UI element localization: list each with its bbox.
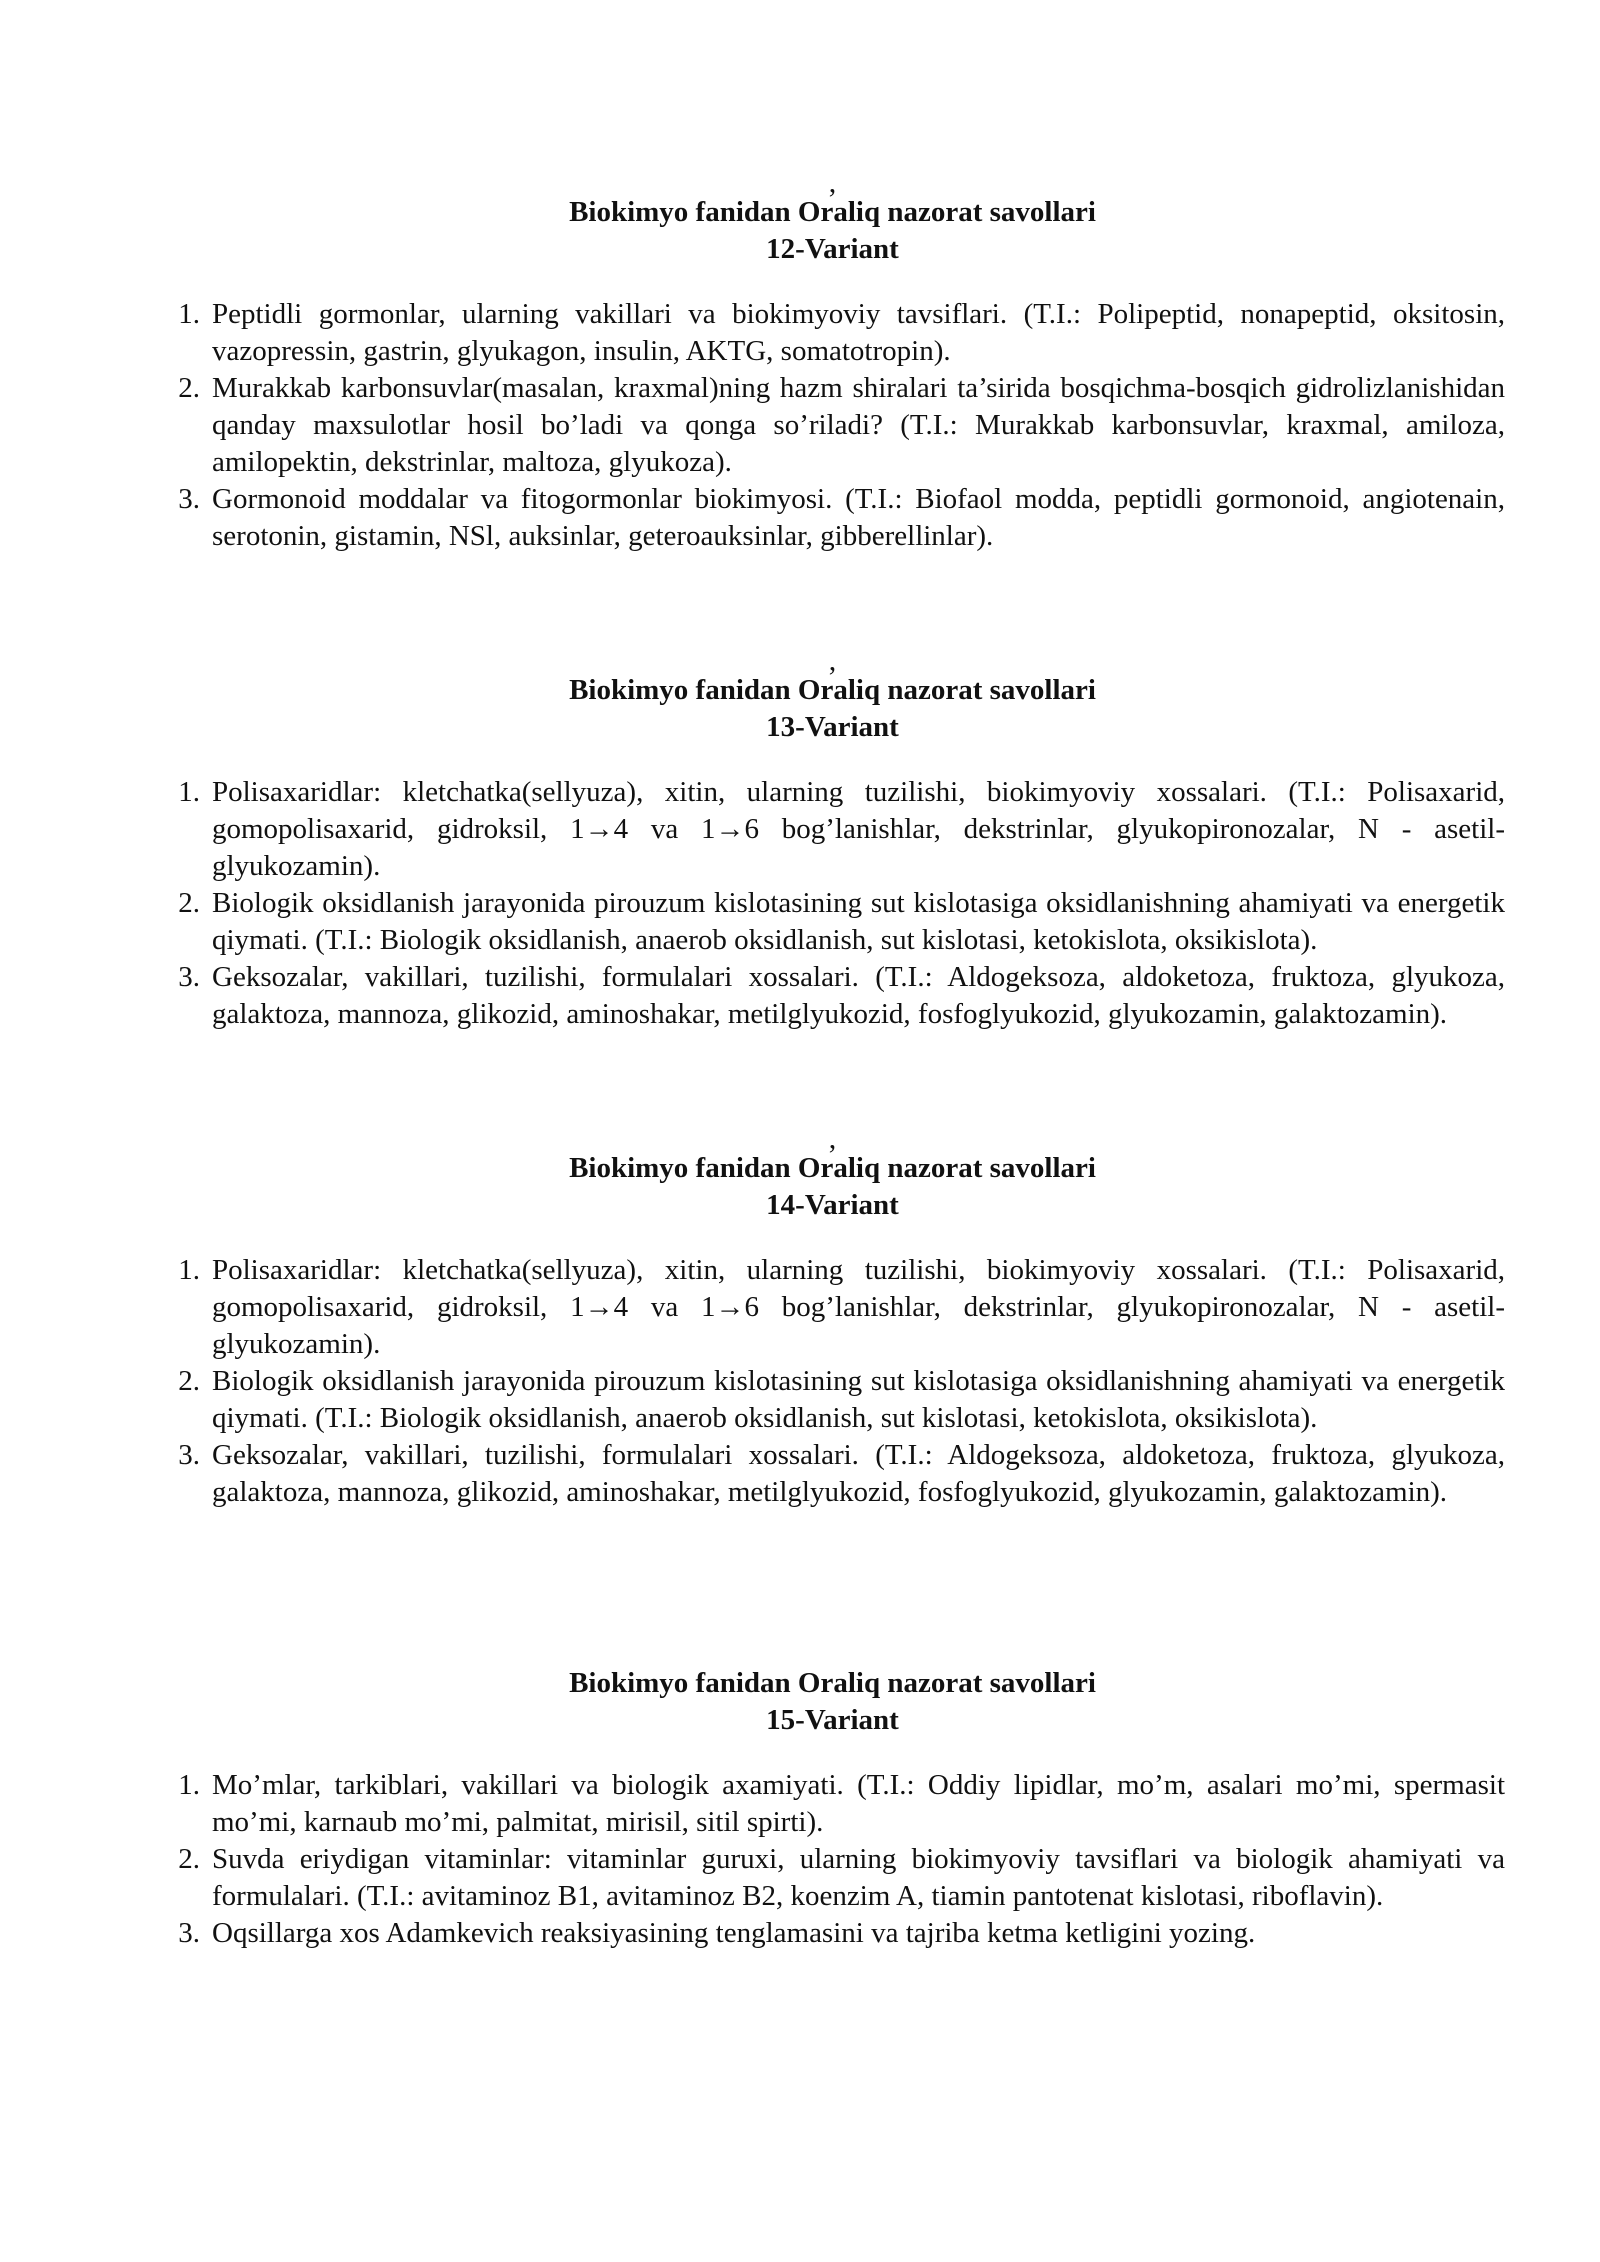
variant-heading: 15-Variant [766, 1704, 899, 1736]
question-number: 3. [178, 1439, 200, 1471]
variant-section-14 [160, 1122, 1505, 1511]
question-number: 2. [178, 372, 200, 404]
question-item [178, 296, 1505, 370]
question-number: 3. [178, 483, 200, 515]
section-title: Biokimyo fanidan Oraliq nazorat savollari [569, 1667, 1096, 1699]
question-item [178, 1252, 1505, 1363]
variant-section-12 [160, 166, 1505, 555]
question-item [178, 1915, 1505, 1952]
question-item [178, 481, 1505, 555]
question-item [178, 1363, 1505, 1437]
question-text: Polisaxaridlar: kletchatka(sellyuza), xitin, ularning tuzilishi, biokimyoviy xossalari. (T.I.: Polisaxarid, gomopolisaxarid, gidroksil, 1→4 va 1→6 bog’lanishlar, dekstrinlar, glyukopironozalar, N - asetil- glyukozamin). [212, 776, 1505, 882]
question-text: Polisaxaridlar: kletchatka(sellyuza), xitin, ularning tuzilishi, biokimyoviy xossalari. (T.I.: Polisaxarid, gomopolisaxarid, gidroksil, 1→4 va 1→6 bog’lanishlar, dekstrinlar, glyukopironozalar, N - asetil- glyukozamin). [212, 1254, 1505, 1360]
question-text: Mo’mlar, tarkiblari, vakillari va biologik axamiyati. (T.I.: Oddiy lipidlar, mo’m, asalari mo’mi, spermasit mo’mi, karnaub mo’mi, palmitat, mirisil, sitil spirti). [212, 1769, 1505, 1838]
variant-section-15 [160, 1643, 1505, 1952]
section-title: Biokimyo fanidan Oraliq nazorat savollari [569, 196, 1096, 228]
question-number: 1. [178, 1769, 200, 1801]
question-item [178, 1437, 1505, 1511]
question-item [178, 959, 1505, 1033]
question-number: 2. [178, 1365, 200, 1397]
question-number: 2. [178, 887, 200, 919]
question-text: Biologik oksidlanish jarayonida pirouzum kislotasining sut kislotasiga oksidlanishning ahamiyati va energetik qiymati. (T.I.: Biologik oksidlanish, anaerob oksidlanish, sut kislotasi, ketokislota, oksikislota). [212, 1365, 1505, 1434]
question-text: Gormonoid moddalar va fitogormonlar biokimyosi. (T.I.: Biofaol modda, peptidli gormonoid, angiotenain, serotonin, gistamin, NSl, auksinlar, geteroauksinlar, gibberellinlar). [212, 483, 1505, 552]
variant-heading: 12-Variant [766, 233, 899, 265]
question-item [178, 1841, 1505, 1915]
question-list [160, 774, 1505, 1033]
section-title: Biokimyo fanidan Oraliq nazorat savollari [569, 674, 1096, 706]
question-item [178, 1767, 1505, 1841]
question-number: 1. [178, 1254, 200, 1286]
section-mark: , [828, 166, 837, 199]
question-number: 2. [178, 1843, 200, 1875]
variant-section-13 [160, 644, 1505, 1033]
question-number: 3. [178, 1917, 200, 1949]
section-mark: , [828, 644, 837, 677]
question-item [178, 774, 1505, 885]
section-mark [160, 1643, 1505, 1665]
question-text: Geksozalar, vakillari, tuzilishi, formulalari xossalari. (T.I.: Aldogeksoza, aldoketoza, fruktoza, glyukoza, galaktoza, mannoza, glikozid, aminoshakar, metilglyukozid, fosfoglyukozid, glyukozamin, galaktozamin). [212, 961, 1505, 1030]
question-list [160, 1767, 1505, 1952]
question-number: 1. [178, 776, 200, 808]
question-item [178, 885, 1505, 959]
question-item [178, 370, 1505, 481]
question-text: Peptidli gormonlar, ularning vakillari va biokimyoviy tavsiflari. (T.I.: Polipeptid, nonapeptid, oksitosin, vazopressin, gastrin, glyukagon, insulin, AKTG, somatotropin). [212, 298, 1505, 367]
question-number: 1. [178, 298, 200, 330]
question-list [160, 1252, 1505, 1511]
question-text: Biologik oksidlanish jarayonida pirouzum kislotasining sut kislotasiga oksidlanishning ahamiyati va energetik qiymati. (T.I.: Biologik oksidlanish, anaerob oksidlanish, sut kislotasi, ketokislota, oksikislota). [212, 887, 1505, 956]
variant-heading: 13-Variant [766, 711, 899, 743]
question-text: Murakkab karbonsuvlar(masalan, kraxmal)ning hazm shiralari ta’sirida bosqichma-bosqich gidrolizlanishidan qanday maxsulotlar hosil bo’ladi va qonga so’riladi? (T.I.: Murakkab karbonsuvlar, kraxmal, amiloza, amilopektin, dekstrinlar, maltoza, glyukoza). [212, 372, 1505, 478]
question-list [160, 296, 1505, 555]
question-number: 3. [178, 961, 200, 993]
question-text: Oqsillarga xos Adamkevich reaksiyasining tenglamasini va tajriba ketma ketligini yozing. [212, 1917, 1256, 1949]
question-text: Suvda eriydigan vitaminlar: vitaminlar guruxi, ularning biokimyoviy tavsiflari va biologik ahamiyati va formulalari. (T.I.: avitaminoz B1, avitaminoz B2, koenzim A, tiamin pantotenat kislotasi, riboflavin). [212, 1843, 1505, 1912]
section-title: Biokimyo fanidan Oraliq nazorat savollari [569, 1152, 1096, 1184]
question-text: Geksozalar, vakillari, tuzilishi, formulalari xossalari. (T.I.: Aldogeksoza, aldoketoza, fruktoza, glyukoza, galaktoza, mannoza, glikozid, aminoshakar, metilglyukozid, fosfoglyukozid, glyukozamin, galaktozamin). [212, 1439, 1505, 1508]
section-mark: , [828, 1122, 837, 1155]
variant-heading: 14-Variant [766, 1189, 899, 1221]
